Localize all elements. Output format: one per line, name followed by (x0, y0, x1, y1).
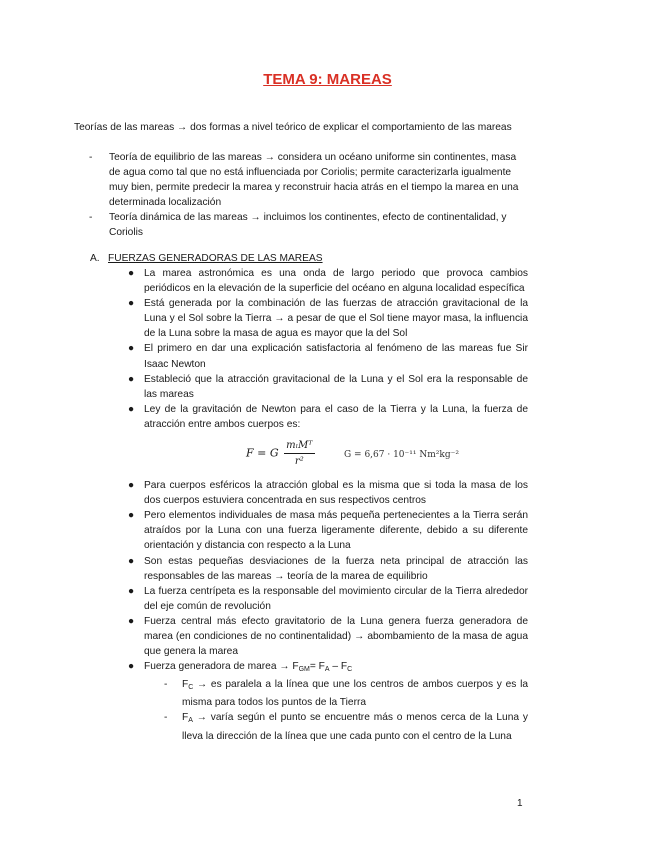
list-item: ● La fuerza centrípeta es la responsable del movimiento circular de la Tierra alrededor del eje común de revolución (128, 585, 528, 612)
list-item-tide-force (128, 659, 528, 743)
bullet-icon: ● (128, 510, 135, 522)
bullet-icon: ● (128, 555, 135, 567)
sub-list (164, 677, 528, 743)
formula-block (128, 432, 528, 478)
bullet-icon: ● (128, 661, 135, 673)
section-heading (90, 251, 530, 266)
gravitational-constant: G = 6,67 · 10⁻¹¹ Nm²kg⁻² (344, 449, 459, 460)
tide-force-equation: Fuerza generadora de marea → $F_{GM}= F_A - F_C$ (144, 661, 353, 674)
list-item: ● Para cuerpos esféricos la atracción global es la misma que si toda la masa de los dos cuerpos estuviera concentrada en sus respectivos centros (128, 480, 528, 507)
bullet-icon: ● (128, 373, 135, 385)
formula-fraction (284, 438, 314, 469)
list-item-dynamic-theory (89, 210, 529, 240)
formula-denominator: r² (294, 456, 304, 468)
bullet-icon: ● (128, 615, 135, 627)
list-item: ● Estableció que la atracción gravitacional de la Luna y el Sol era la responsable de las mareas (128, 373, 528, 400)
bullet-icon: ● (128, 343, 135, 355)
formula-numerator: mₗMᵀ (284, 438, 314, 454)
bullet-icon: ● (128, 268, 135, 279)
list-item: ● La marea astronómica es una onda de largo periodo que provoca cambios periódicos en la elevación de la superficie del océano en alguna localidad específica (128, 268, 528, 295)
section-letter: A. (90, 253, 100, 264)
bullet-icon: ● (128, 585, 135, 597)
list-item: ● El primero en dar una explicación satisfactoria al fenómeno de las mareas fue Sir Isaac Newton (128, 343, 528, 370)
dash-marker: - (89, 212, 93, 224)
list-item-equilibrium-theory (89, 150, 529, 210)
sub-list-item-fc: - $F_C$ → es paralela a la línea que une los centros de ambos cuerpos y es la misma para todos los puntos de la Tierra (164, 679, 528, 709)
list-item: ● Está generada por la combinación de las fuerzas de atracción gravitacional de la Luna y el Sol sobre la Tierra → a pesar de que el Sol tiene mayor masa, la influencia de la Luna sobre la masa de agua es mayor que la del Sol (128, 298, 528, 340)
bullet-icon: ● (128, 480, 135, 492)
dash-marker: - (89, 152, 93, 163)
list-item-text: Teoría de equilibrio de las mareas → considera un océano uniforme sin continentes, masa de agua como tal que no está influenciada por Coriolis; permite caracterizarla igualmente muy bien, permite predecir la marea y reconstruir hacia atrás en el tiempo la marea en una determinada localización (109, 152, 519, 209)
section-bullets (128, 266, 528, 744)
list-item: ● Pero elementos individuales de masa más pequeña pertenecientes a la Tierra serán atraídos por la Luna con una fuerza ligeramente diferente, debido a su diferente orientación y distancia con respecto a la Luna (128, 510, 528, 552)
list-item: ● Fuerza central más efecto gravitatorio de la Luna genera fuerza generadora de marea (en condiciones de no continentalidad) → abombamiento de la masa de agua que genera la marea (128, 615, 528, 658)
page-number: 1 (517, 798, 523, 809)
sub-list-item-fa: - $F_A$ → varía según el punto se encuentre más o menos cerca de la Luna y lleva la dirección de la línea que une cada punto con el centro de la Luna (164, 712, 528, 742)
page-title: TEMA 9: MAREAS (263, 71, 392, 88)
list-item-text: Teoría dinámica de las mareas → incluimos los continentes, efecto de continentalidad, y Coriolis (109, 212, 507, 239)
sub-list-wrapper (144, 677, 528, 743)
bullet-icon: ● (128, 403, 135, 415)
formula-lhs: F = G (246, 446, 279, 460)
theories-list (89, 150, 529, 241)
list-item: ● Son estas pequeñas desviaciones de la fuerza neta principal de atracción las responsables de las mareas → teoría de la marea de equilibrio (128, 555, 528, 582)
list-item: ● Ley de la gravitación de Newton para el caso de la Tierra y la Luna, la fuerza de atracción entre ambos cuerpos es: (128, 403, 528, 430)
intro-paragraph: Teorías de las mareas → dos formas a nivel teórico de explicar el comportamiento de las mareas (74, 122, 512, 133)
gravitation-formula (246, 438, 459, 469)
section-heading-text: FUERZAS GENERADORAS DE LAS MAREAS (108, 253, 323, 264)
dash-marker: - (164, 712, 168, 724)
dash-marker: - (164, 679, 168, 691)
bullet-icon: ● (128, 298, 135, 310)
